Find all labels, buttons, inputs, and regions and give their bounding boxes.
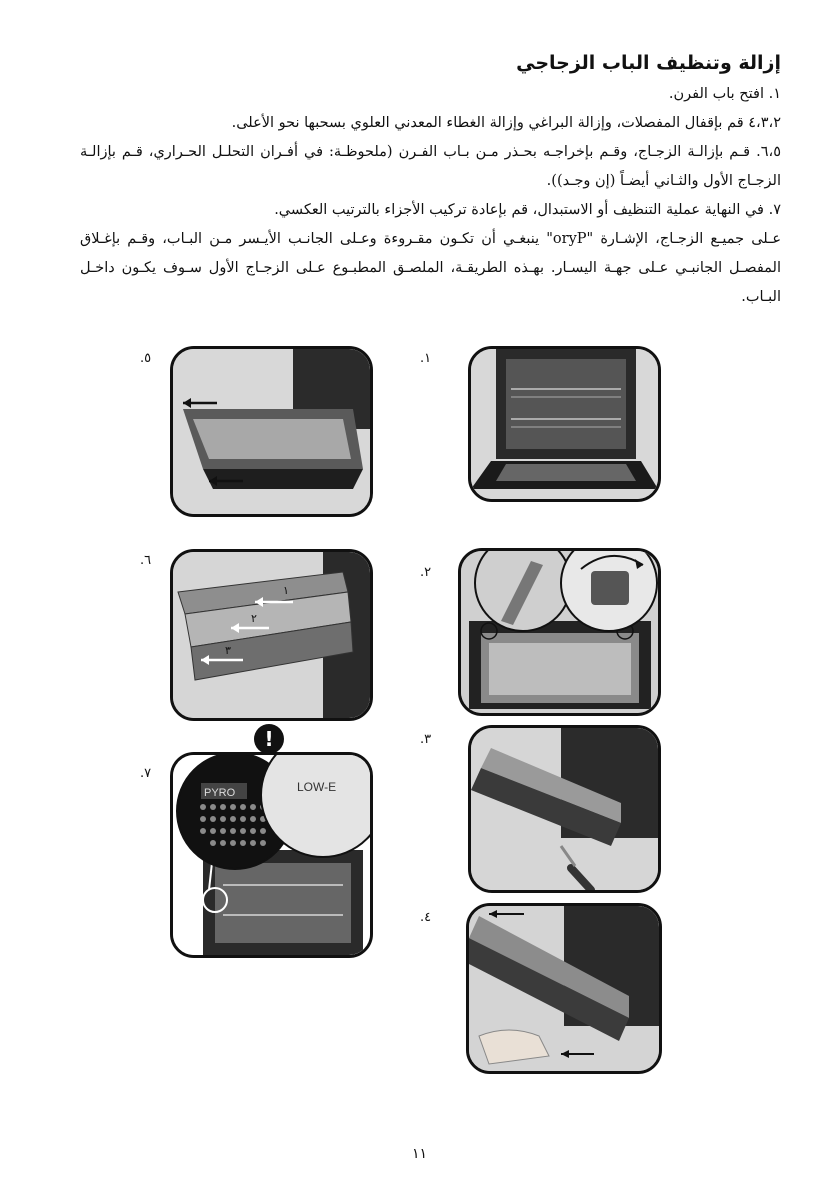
page-number: ١١: [411, 1146, 428, 1162]
glass-marking-illustration: [173, 755, 370, 955]
pane-label-2: ٢: [251, 612, 257, 625]
glass-panes-illustration: [173, 552, 370, 718]
lowe-label: LOW-E: [297, 780, 337, 794]
figure-number-1: ١.: [420, 351, 432, 366]
instructions-block: [80, 52, 781, 312]
screw-removal-illustration: [471, 728, 658, 890]
step-1: ١. افتح باب الفرن.: [668, 86, 781, 102]
cover-removal-illustration: [469, 906, 659, 1071]
pyro-label: PYRO: [204, 787, 236, 799]
oven-open-illustration: [471, 349, 658, 499]
warning-mark: !: [264, 727, 274, 751]
hinge-lock-illustration: [461, 551, 658, 713]
glass-note: عـلى جميـع الزجـاج، الإشـارة "oryP" ينبغـي أن تكـون مقـروءة وعـلى الجانـب الأيـسر مـن البـاب، وقـم بإغـلاق المفصـل الجانبـي عـلى جهـة اليسـار. بهـذه الطريقـة، الملصـق المطبـوع عـلى الزجـاج الأول سـوف يكـون داخـل البـاب.: [80, 231, 781, 305]
figure-2-hinges: [458, 548, 661, 716]
figure-6-glass-panes: [170, 549, 373, 721]
pane-label-1: ١: [283, 584, 289, 597]
pane-label-3: ٣: [225, 644, 231, 657]
figure-number-4: ٤.: [420, 910, 432, 925]
figure-number-3: ٣.: [420, 732, 432, 747]
figure-number-5: ٥.: [140, 351, 152, 366]
step-2-4: ٤،٣،٢ قم بإقفال المفصلات، وإزالة البراغي وإزالة الغطاء المعدني العلوي بسحبها نحو الأعلى.: [231, 115, 781, 131]
figure-1-open-door: [468, 346, 661, 502]
glass-slide-illustration: [173, 349, 370, 514]
figure-4-remove-cover: [466, 903, 662, 1074]
figure-7-glass-labels: [170, 752, 373, 958]
figure-number-7: ٧.: [140, 766, 152, 781]
figure-number-6: ٦.: [140, 553, 152, 568]
page-title: إزالة وتنظيف الباب الزجاجي: [516, 52, 781, 74]
warning-icon: [254, 724, 284, 754]
step-5-6: ٦،٥. قـم بإزالـة الزجـاج، وقـم بإخراجـه بحـذر مـن بـاب الفـرن (ملحوظـة: في أفـران التحلـل الحـراري، قـم بإزالـة الزجـاج الأول والثـاني أيضـاً (إن وجـد)).: [80, 144, 781, 189]
figure-3-screws: [468, 725, 661, 893]
figure-number-2: ٢.: [420, 565, 432, 580]
step-7: ٧. في النهاية عملية التنظيف أو الاستبدال، قم بإعادة تركيب الأجزاء بالترتيب العكسي.: [274, 202, 781, 218]
figure-5-slide-glass: [170, 346, 373, 517]
